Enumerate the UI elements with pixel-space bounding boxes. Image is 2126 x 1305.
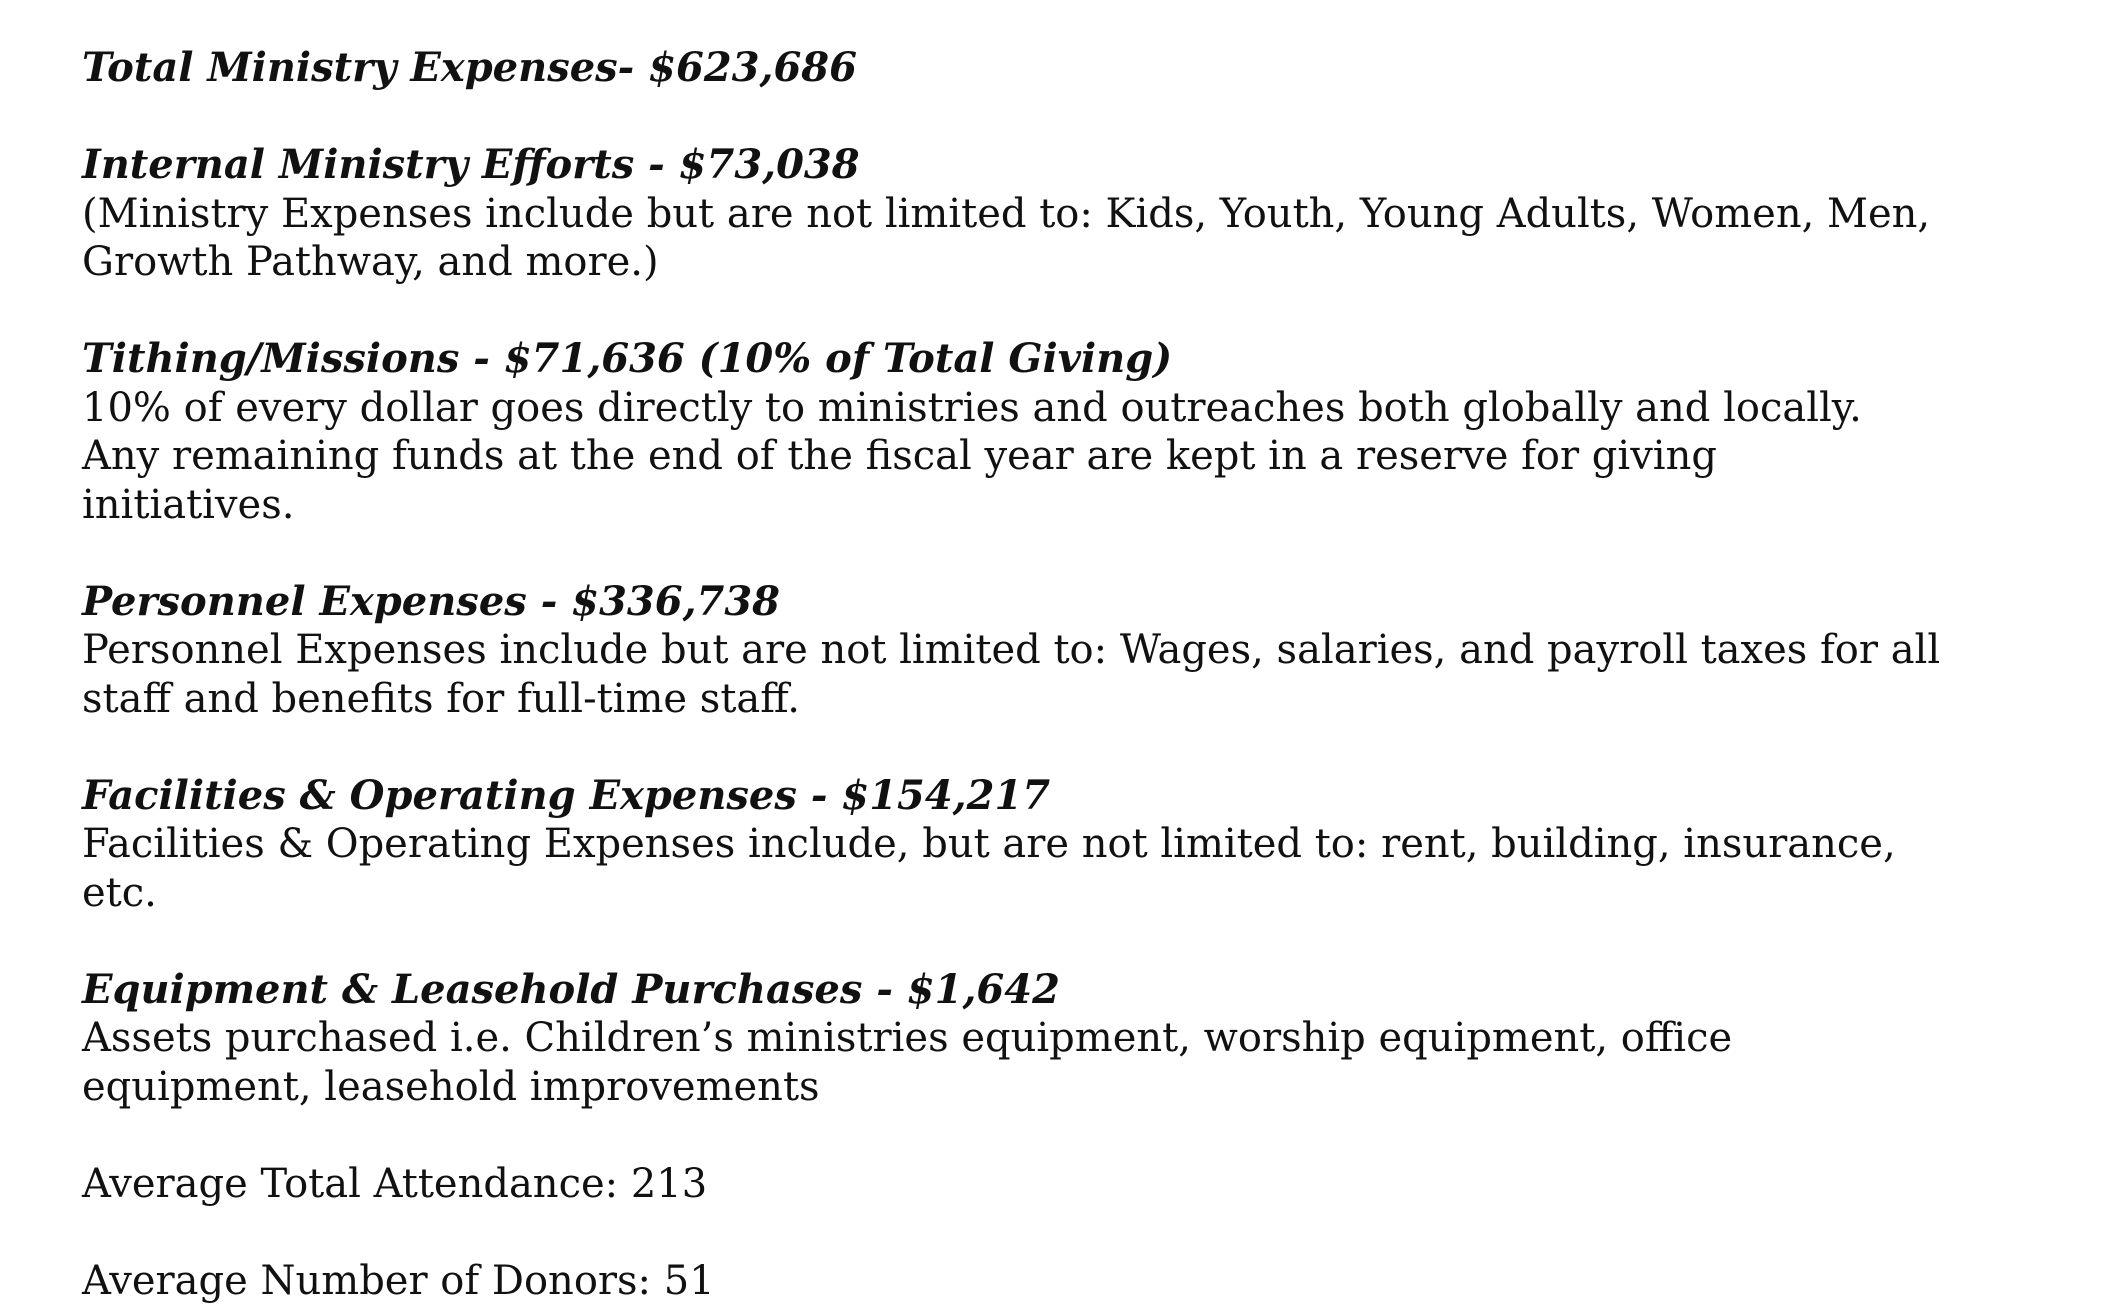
section-heading: Facilities & Operating Expenses - $154,217 <box>82 772 1982 821</box>
section-description: Facilities & Operating Expenses include, but are not limited to: rent, building, insurance, etc. <box>82 820 1982 917</box>
section-description: Personnel Expenses include but are not limited to: Wages, salaries, and payroll taxes for all staff and benefits for full-time staff. <box>82 626 1942 723</box>
section-personnel <box>82 578 1982 724</box>
spacer <box>82 529 1982 578</box>
spacer <box>82 1111 1982 1160</box>
spacer <box>82 93 1982 142</box>
section-equipment-leasehold <box>82 966 1982 1112</box>
section-facilities-operating <box>82 772 1982 918</box>
section-description: (Ministry Expenses include but are not limited to: Kids, Youth, Young Adults, Women, Men, Growth Pathway, and more.) <box>82 190 1962 287</box>
section-description: Assets purchased i.e. Children’s ministries equipment, worship equipment, office equipment, leasehold improvements <box>82 1014 1912 1111</box>
section-heading: Internal Ministry Efforts - $73,038 <box>82 141 1982 190</box>
section-internal-ministry <box>82 141 1982 287</box>
section-heading: Personnel Expenses - $336,738 <box>82 578 1982 627</box>
spacer <box>82 723 1982 772</box>
section-tithing-missions <box>82 335 1982 529</box>
average-donors: Average Number of Donors: 51 <box>82 1257 1982 1305</box>
spacer <box>82 917 1982 966</box>
section-heading: Tithing/Missions - $71,636 (10% of Total Giving) <box>82 335 1982 384</box>
expense-report-document <box>82 44 1982 1305</box>
average-attendance: Average Total Attendance: 213 <box>82 1160 1982 1209</box>
spacer <box>82 287 1982 336</box>
total-expenses-heading: Total Ministry Expenses- $623,686 <box>82 44 1982 93</box>
section-description: 10% of every dollar goes directly to ministries and outreaches both globally and locally. Any remaining funds at the end of the fiscal year are kept in a reserve for giving initiatives. <box>82 384 1882 530</box>
section-heading: Equipment & Leasehold Purchases - $1,642 <box>82 966 1982 1015</box>
spacer <box>82 1208 1982 1257</box>
